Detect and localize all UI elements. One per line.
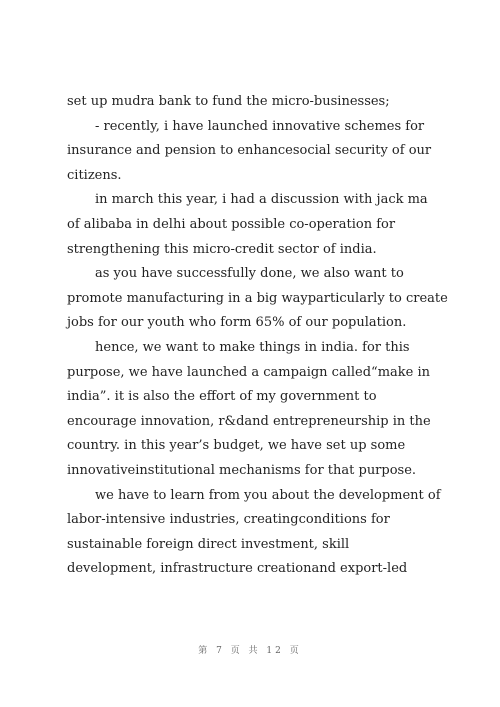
- text-line: india”. it is also the effort of my government to: [67, 389, 377, 405]
- text-line: innovativeinstitutional mechanisms for that purpose.: [67, 462, 417, 478]
- text-line: insurance and pension to enhancesocial security of our: [67, 143, 432, 159]
- body-text: [67, 90, 447, 582]
- text-line: development, infrastructure creationand export-led: [67, 561, 408, 577]
- text-line: - recently, i have launched innovative schemes for: [95, 118, 425, 134]
- text-line: purpose, we have launched a campaign called“make in: [67, 364, 431, 380]
- text-line: we have to learn from you about the development of: [95, 487, 441, 503]
- page-number-footer: 第 7 页 共 12 页: [198, 646, 302, 656]
- text-line: jobs for our youth who form 65% of our population.: [67, 315, 407, 331]
- text-line: in march this year, i had a discussion with jack ma: [95, 192, 428, 208]
- text-line: citizens.: [67, 167, 122, 183]
- text-line: labor-intensive industries, creatingconditions for: [67, 512, 390, 528]
- text-line: encourage innovation, r&dand entrepreneurship in the: [67, 413, 431, 429]
- text-line: sustainable foreign direct investment, skill: [67, 536, 350, 552]
- text-line: as you have successfully done, we also want to: [95, 266, 404, 282]
- text-line: country. in this year’s budget, we have set up some: [67, 438, 406, 454]
- text-line: strengthening this micro-credit sector of india.: [67, 241, 377, 257]
- text-line: set up mudra bank to fund the micro-businesses;: [67, 94, 390, 109]
- text-line: promote manufacturing in a big wayparticularly to create: [67, 290, 448, 306]
- text-line: hence, we want to make things in india. for this: [95, 339, 410, 355]
- text-line: of alibaba in delhi about possible co-operation for: [67, 216, 396, 232]
